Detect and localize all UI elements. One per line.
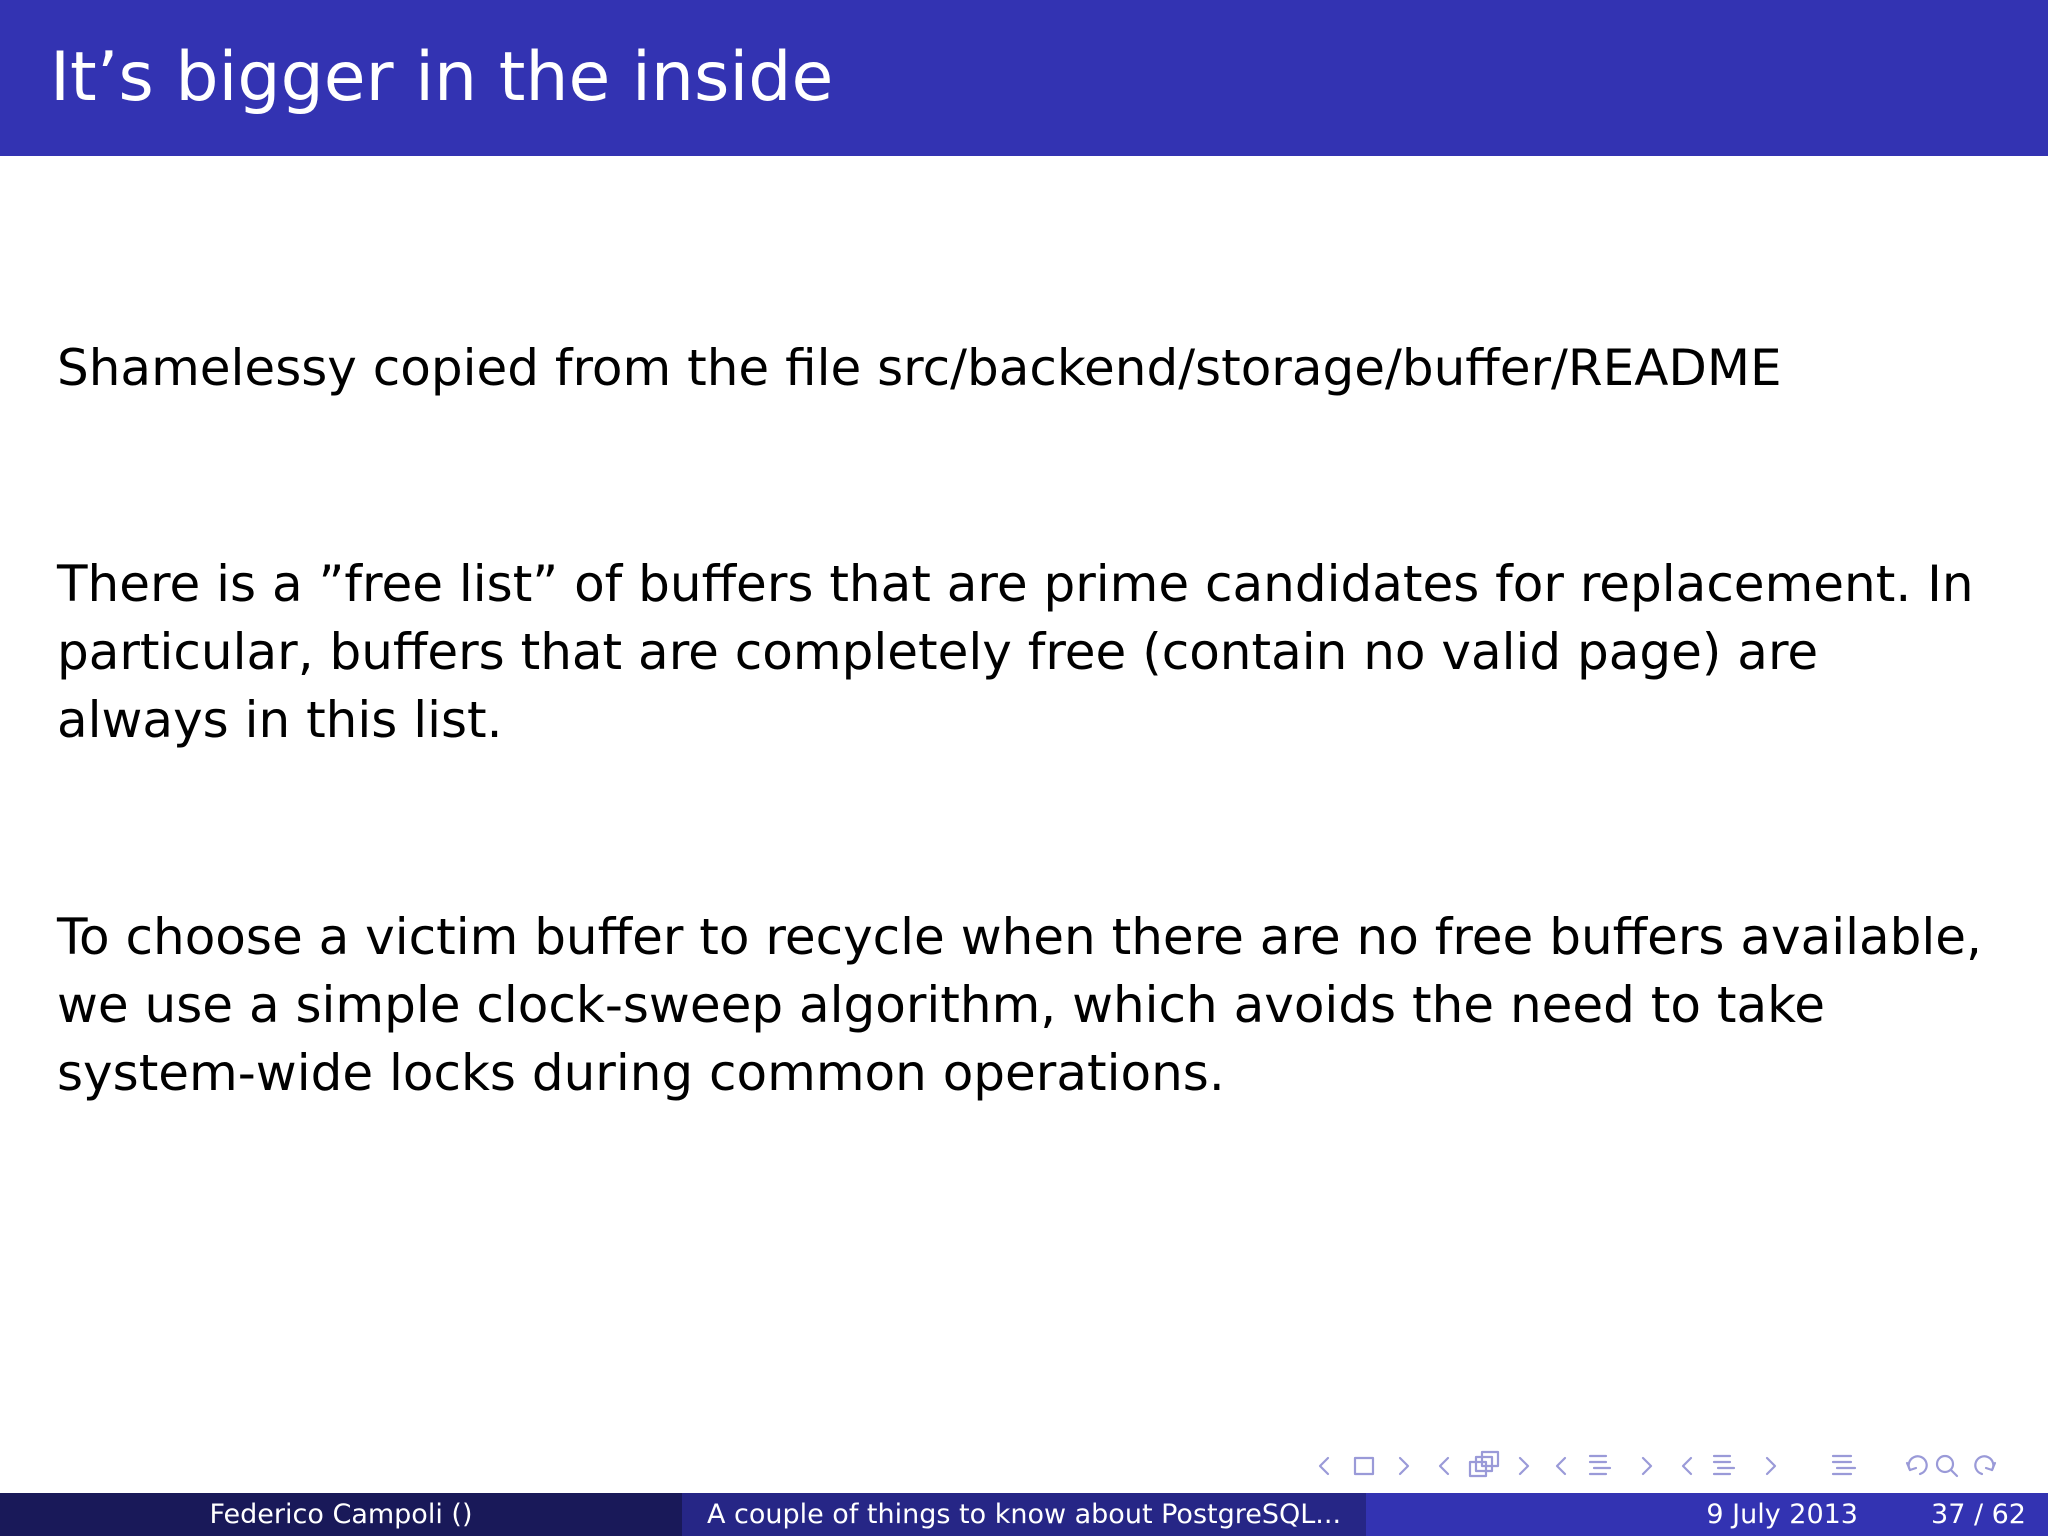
free-list-paragraph: There is a ”free list” of buffers that are prime candidates for replacement. In particular, buffers that are completely free (contain no valid page) are always in this list. [57,555,1974,749]
slide-nav-icon[interactable] [1440,1452,1528,1476]
title-bar [0,0,2048,156]
footer-author: Federico Campoli () [0,1493,682,1536]
footer-talk-title: A couple of things to know about PostgreSQL... [682,1493,1366,1536]
search-nav-icon[interactable] [1907,1456,1995,1476]
footer-info [1366,1493,2048,1536]
footer-page-number: 37 / 62 [1931,1499,2026,1530]
slide-title: It’s bigger in the inside [50,38,834,117]
source-paragraph: Shamelessy copied from the file src/backend/storage/buffer/README [57,339,1782,397]
section-nav-icon[interactable] [1683,1456,1775,1474]
subsection-nav-icon[interactable] [1557,1456,1651,1474]
footer [0,1493,2048,1536]
document-nav-icon[interactable] [1833,1456,1855,1474]
frame-nav-icon[interactable] [1320,1458,1408,1474]
clock-sweep-paragraph: To choose a victim buffer to recycle when there are no free buffers available, we use a simple clock-sweep algorithm, which avoids the need to take system-wide locks during common operations. [57,908,1982,1102]
footer-date: 9 July 2013 [1706,1499,1858,1530]
beamer-navigation-bar [1310,1446,2040,1486]
